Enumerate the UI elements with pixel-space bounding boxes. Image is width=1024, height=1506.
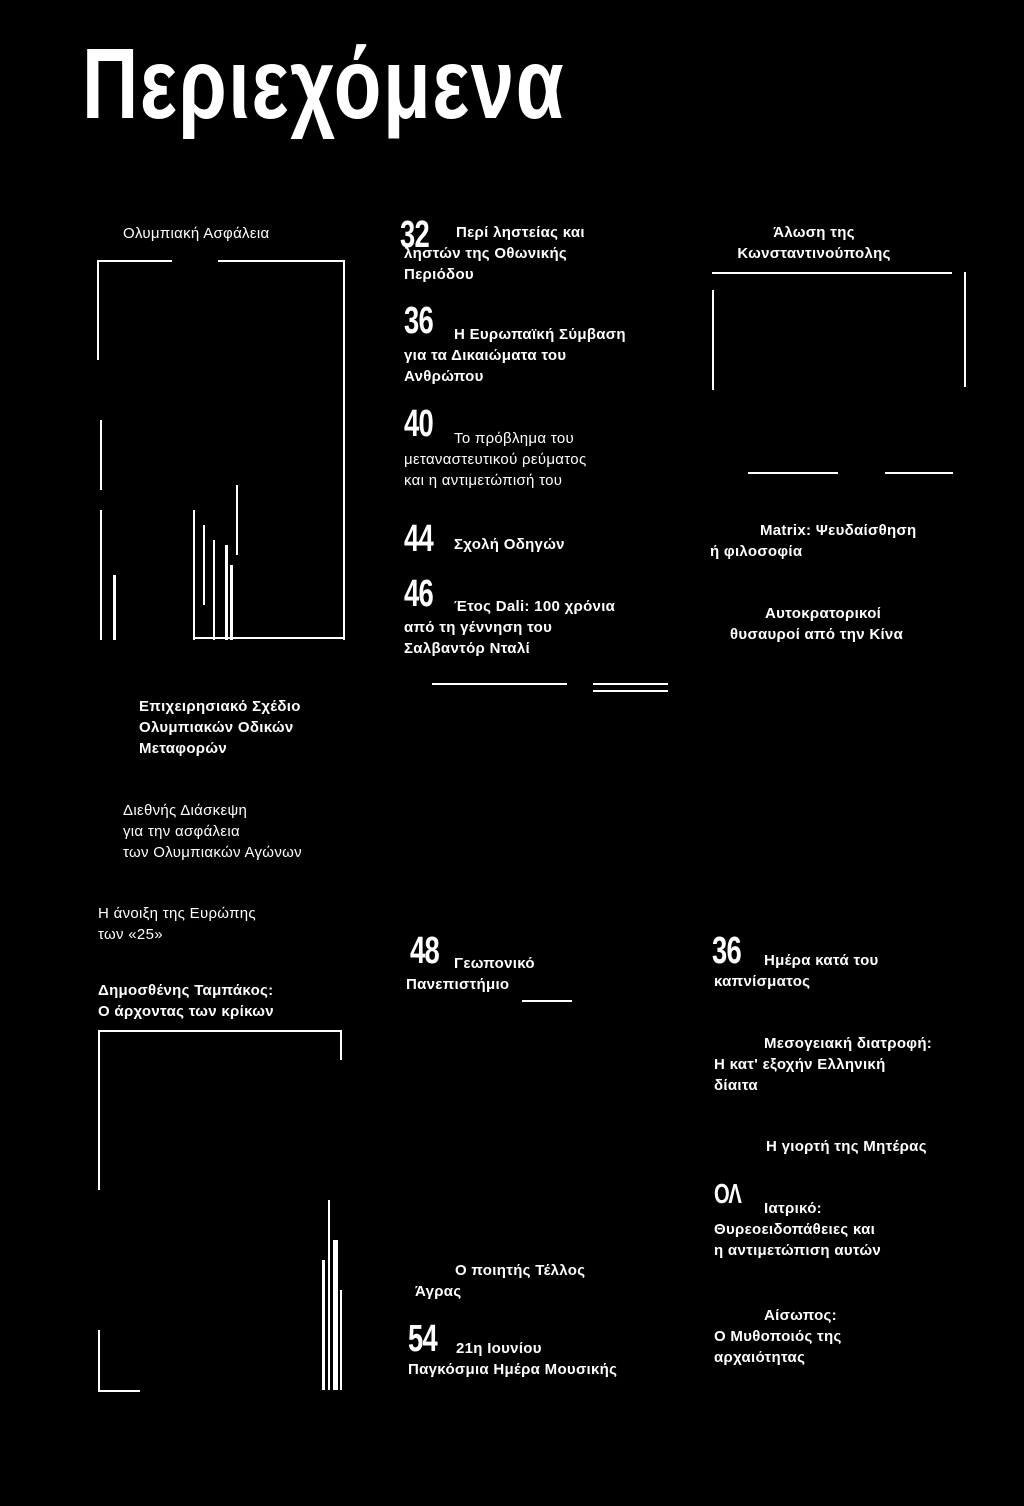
frame-line — [340, 1030, 342, 1060]
page-number: 48 — [410, 930, 440, 972]
page-number: 54 — [408, 1318, 438, 1360]
frame-line — [100, 420, 102, 490]
divider-line — [522, 1000, 572, 1002]
robbery-heading[interactable]: Περί ληστείας και ληστών της Οθωνικής Περιόδου — [404, 224, 585, 283]
page-number: 36 — [712, 930, 742, 972]
frame-line — [340, 1290, 342, 1390]
frame-line — [203, 525, 205, 605]
migration-heading[interactable]: Το πρόβλημα του μεταναστευτικού ρεύματος και η αντιμετώπισή του — [404, 430, 587, 489]
page-number: 44 — [404, 518, 434, 560]
frame-line — [97, 260, 172, 262]
frame-line — [322, 1260, 325, 1390]
frame-line — [236, 485, 238, 555]
divider-line — [593, 690, 668, 692]
tampakos-heading[interactable]: Δημοσθένης Ταμπάκος: Ο άρχοντας των κρίκων — [98, 982, 274, 1020]
page-number: ΟΛ — [714, 1178, 742, 1209]
frame-line — [230, 565, 233, 640]
page-number: 32 — [400, 214, 430, 256]
frame-line — [225, 545, 228, 640]
aesop-heading[interactable]: Αίσωπος: Ο Μυθοποιός της αρχαιότητας — [714, 1307, 842, 1366]
frame-line — [97, 260, 99, 360]
frame-line — [193, 637, 345, 639]
frame-line — [100, 510, 102, 640]
divider-line — [593, 683, 668, 685]
frame-line — [98, 1030, 100, 1190]
medical-heading[interactable]: Ιατρικό: Θυρεοειδοπάθειες και η αντιμετώπιση αυτών — [714, 1200, 882, 1259]
page-number: 36 — [404, 300, 434, 342]
poet-heading[interactable]: Ο ποιητής Τέλλος Άγρας — [415, 1262, 586, 1300]
frame-line — [98, 1030, 340, 1032]
divider-line — [432, 683, 567, 685]
europe-opening-heading[interactable]: Η άνοιξη της Ευρώπης των «25» — [98, 905, 256, 943]
frame-line — [343, 260, 345, 640]
anti-smoking-heading[interactable]: Ημέρα κατά του καπνίσματος — [714, 952, 879, 990]
driving-school-heading[interactable]: Σχολή Οδηγών — [454, 536, 565, 553]
frame-line — [98, 1330, 100, 1390]
constantinople-heading[interactable]: Άλωση της Κωνσταντινούπολης — [737, 224, 891, 262]
frame-line — [193, 510, 195, 640]
page-number: 46 — [404, 573, 434, 615]
matrix-heading[interactable]: Matrix: Ψευδαίσθηση ή φιλοσοφία — [710, 522, 917, 560]
frame-line — [218, 260, 345, 262]
mothers-day-heading[interactable]: Η γιορτή της Μητέρας — [766, 1138, 927, 1155]
frame-line — [712, 290, 714, 390]
convention-heading[interactable]: Η Ευρωπαϊκή Σύμβαση για τα Δικαιώματα του Ανθρώπου — [404, 326, 626, 385]
music-day-heading[interactable]: 21η Ιουνίου Παγκόσμια Ημέρα Μουσικής — [408, 1340, 618, 1378]
frame-line — [328, 1200, 330, 1390]
mediterranean-diet-heading[interactable]: Μεσογειακή διατροφή: Η κατ' εξοχήν Ελληνική δίαιτα — [714, 1035, 933, 1094]
frame-line — [113, 575, 116, 640]
business-plan-heading[interactable]: Επιχειρησιακό Σχέδιο Ολυμπιακών Οδικών Μεταφορών — [139, 698, 301, 757]
page-title: Περιεχόμενα — [82, 28, 566, 140]
frame-line — [98, 1390, 140, 1392]
frame-line — [213, 540, 215, 640]
frame-line — [333, 1240, 338, 1390]
page-number: 40 — [404, 403, 434, 445]
dali-heading[interactable]: Έτος Dali: 100 χρόνια από τη γέννηση του Σαλβαντόρ Νταλί — [404, 598, 616, 657]
imperial-treasures-heading[interactable]: Αυτοκρατορικοί θυσαυροί από την Κίνα — [730, 605, 904, 643]
frame-line — [712, 272, 952, 274]
frame-line — [964, 272, 966, 387]
agricultural-university-heading[interactable]: Γεωπονικό Πανεπιστήμιο — [406, 955, 535, 993]
olympic-security-heading[interactable]: Ολυμπιακή Ασφάλεια — [123, 225, 270, 242]
frame-line — [885, 472, 953, 474]
conference-heading[interactable]: Διεθνής Διάσκεψη για την ασφάλεια των Ολυμπιακών Αγώνων — [123, 802, 302, 861]
frame-line — [748, 472, 838, 474]
